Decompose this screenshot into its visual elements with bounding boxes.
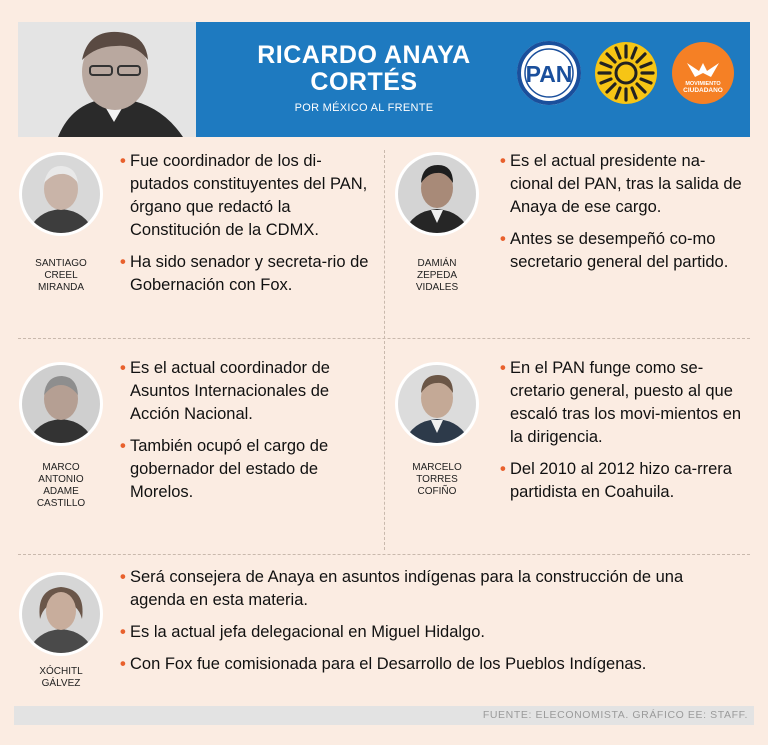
portrait-illustration — [398, 155, 476, 233]
person-bullets — [500, 150, 746, 283]
person-name: SANTIAGO CREEL MIRANDA — [35, 258, 87, 293]
grid-divider-horizontal — [18, 554, 750, 555]
mc-logo — [671, 41, 735, 105]
bullet-item: • También ocupó el cargo de gobernador del estado de Morelos. — [120, 435, 378, 504]
bullet-item: • Fue coordinador de los di-putados constituyentes del PAN, órgano que redactó la Constitución de la CDMX. — [120, 150, 378, 242]
portrait-illustration — [22, 155, 100, 233]
title-line-1: RICARDO ANAYA — [257, 41, 471, 69]
bullet-item: • Con Fox fue comisionada para el Desarrollo de los Pueblos Indígenas. — [120, 653, 740, 676]
person-bullets — [120, 357, 378, 513]
bullet-item: • En el PAN funge como se-cretario general, puesto al que escaló tras los movi-mientos en la dirigencia. — [500, 357, 746, 449]
coalition-name: POR MÉXICO AL FRENTE — [294, 102, 434, 114]
svg-text:MOVIMIENTO: MOVIMIENTO — [685, 81, 721, 87]
pan-logo — [517, 41, 581, 105]
portrait-illustration — [22, 575, 100, 653]
avatar — [395, 362, 479, 446]
pan-logo-icon — [517, 41, 581, 105]
bullet-item: • Es el actual coordinador de Asuntos Internacionales de Acción Nacional. — [120, 357, 378, 426]
avatar — [19, 572, 103, 656]
svg-text:CIUDADANO: CIUDADANO — [683, 87, 723, 94]
grid-divider-vertical — [384, 150, 385, 550]
bullet-item: • Antes se desempeñó co-mo secretario general del partido. — [500, 228, 746, 274]
footer-bar — [14, 706, 754, 725]
svg-text:PAN: PAN — [525, 61, 573, 87]
person-name: MARCELO TORRES COFIÑO — [412, 462, 462, 497]
avatar — [395, 152, 479, 236]
main-candidate-photo — [18, 22, 196, 137]
bullet-item: • Ha sido senador y secreta-rio de Gobernación con Fox. — [120, 251, 378, 297]
title-line-2: CORTÉS — [310, 68, 418, 96]
mc-eagle-icon — [671, 41, 735, 105]
person-name: MARCO ANTONIO ADAME CASTILLO — [36, 462, 86, 509]
avatar — [19, 152, 103, 236]
header-banner — [18, 22, 750, 137]
bullet-item: • Es la actual jefa delegacional en Miguel Hidalgo. — [120, 621, 740, 644]
bullet-item: • Será consejera de Anaya en asuntos indígenas para la construcción de una agenda en esta materia. — [120, 566, 740, 612]
bullet-item: • Del 2010 al 2012 hizo ca-rrera partidista en Coahuila. — [500, 458, 746, 504]
portrait-illustration — [398, 365, 476, 443]
person-bullets — [120, 566, 740, 685]
portrait-illustration — [18, 22, 196, 137]
person-bullets — [500, 357, 746, 513]
person-name: XÓCHITL GÁLVEZ — [39, 666, 83, 689]
portrait-illustration — [22, 365, 100, 443]
prd-sun-icon — [594, 41, 658, 105]
prd-logo — [594, 41, 658, 105]
main-candidate-name — [214, 42, 514, 96]
person-name: DAMIÁN ZEPEDA VIDALES — [415, 258, 459, 293]
person-bullets — [120, 150, 378, 306]
source-credit: FUENTE: ELECONOMISTA. GRÁFICO EE: STAFF. — [482, 709, 748, 721]
avatar — [19, 362, 103, 446]
grid-divider-horizontal — [18, 338, 750, 339]
bullet-item: • Es el actual presidente na-cional del PAN, tras la salida de Anaya de ese cargo. — [500, 150, 746, 219]
